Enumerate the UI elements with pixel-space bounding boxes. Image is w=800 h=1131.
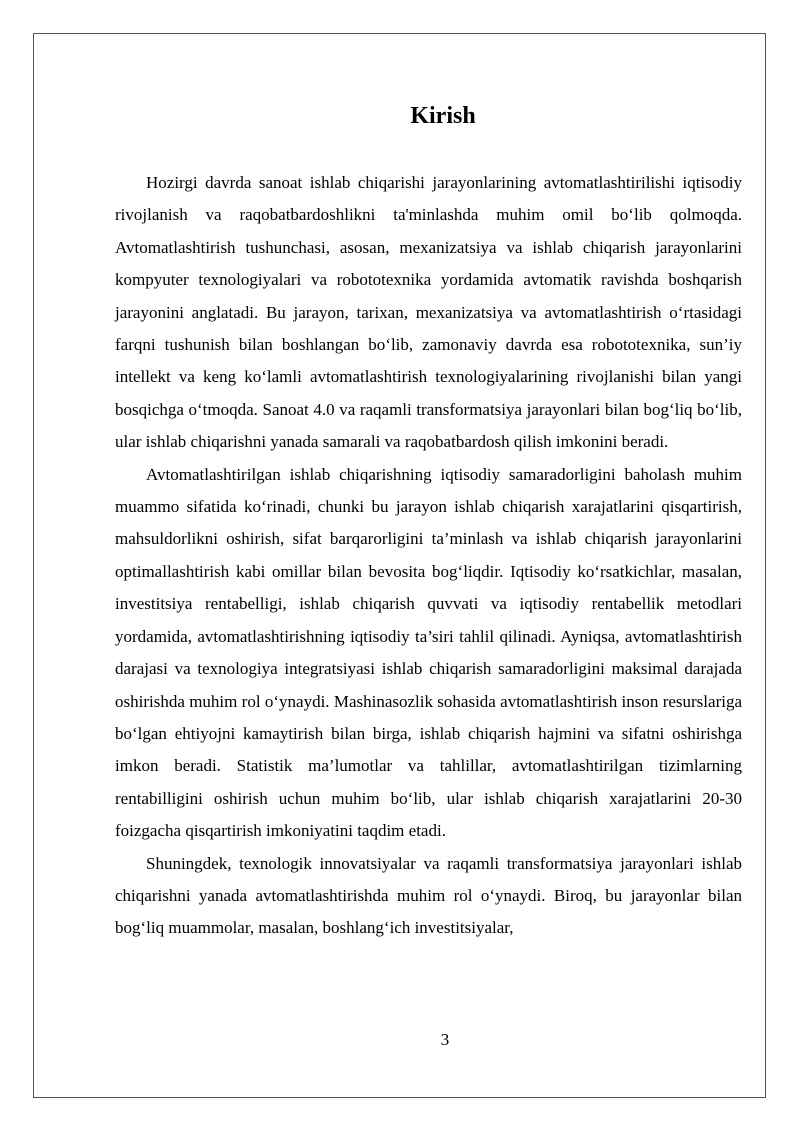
paragraph-1: Hozirgi davrda sanoat ishlab chiqarishi jarayonlarining avtomatlashtirilishi iqtisodiy rivojlanish va raqobatbardoshlikni ta'minlashda muhim omil bo‘lib qolmoqda. Avtomatlashtirish tushunchasi, asosan, mexanizatsiya va ishlab chiqarish jarayonlarini kompyuter texnologiyalari va robototexnika yordamida avtomatik ravishda boshqarish jarayonini anglatadi. Bu jarayon, tarixan, mexanizatsiya va avtomatlashtirish o‘rtasidagi farqni tushunish bilan boshlangan bo‘lib, zamonaviy davrda esa robototexnika, sun’iy intellekt va keng ko‘lamli avtomatlashtirish texnologiyalarining rivojlanishi bilan yangi bosqichga o‘tmoqda. Sanoat 4.0 va raqamli transformatsiya jarayonlari bilan bog‘liq bo‘lib, ular ishlab chiqarishni yanada samarali va raqobatbardosh qilish imkonini beradi. (115, 173, 742, 452)
document-body (115, 167, 742, 945)
paragraph-2: Avtomatlashtirilgan ishlab chiqarishning iqtisodiy samaradorligini baholash muhim muammo sifatida ko‘rinadi, chunki bu jarayon ishlab chiqarish xarajatlarini qisqartirish, mahsuldorlikni oshirish, sifat barqarorligini ta’minlash va ishlab chiqarish jarayonlarini optimallashtirish kabi omillar bilan bevosita bog‘liqdir. Iqtisodiy ko‘rsatkichlar, masalan, investitsiya rentabelligi, ishlab chiqarish quvvati va iqtisodiy rentabellik metodlari yordamida, avtomatlashtirishning iqtisodiy ta’siri tahlil qilinadi. Ayniqsa, avtomatlashtirish darajasi va texnologiya integratsiyasi ishlab chiqarish samaradorligini maksimal darajada oshirishda muhim rol o‘ynaydi. Mashinasozlik sohasida avtomatlashtirish inson resurslariga bo‘lgan ehtiyojni kamaytirish bilan birga, ishlab chiqarish hajmini va sifatni oshirishga imkon beradi. Statistik ma’lumotlar va tahlillar, avtomatlashtirilgan tizimlarning rentabilligini oshirish uchun muhim bo‘lib, ular ishlab chiqarish xarajatlarini 20-30 foizgacha qisqartirish imkoniyatini taqdim etadi. (115, 464, 742, 841)
page-number: 3 (440, 1030, 450, 1049)
paragraph-3: Shuningdek, texnologik innovatsiyalar va raqamli transformatsiya jarayonlari ishlab chiqarishni yanada avtomatlashtirishda muhim rol o‘ynaydi. Biroq, bu jarayonlar bilan bog‘liq muammolar, masalan, boshlang‘ich investitsiyalar, (115, 853, 742, 938)
page-title: Kirish (410, 103, 476, 129)
